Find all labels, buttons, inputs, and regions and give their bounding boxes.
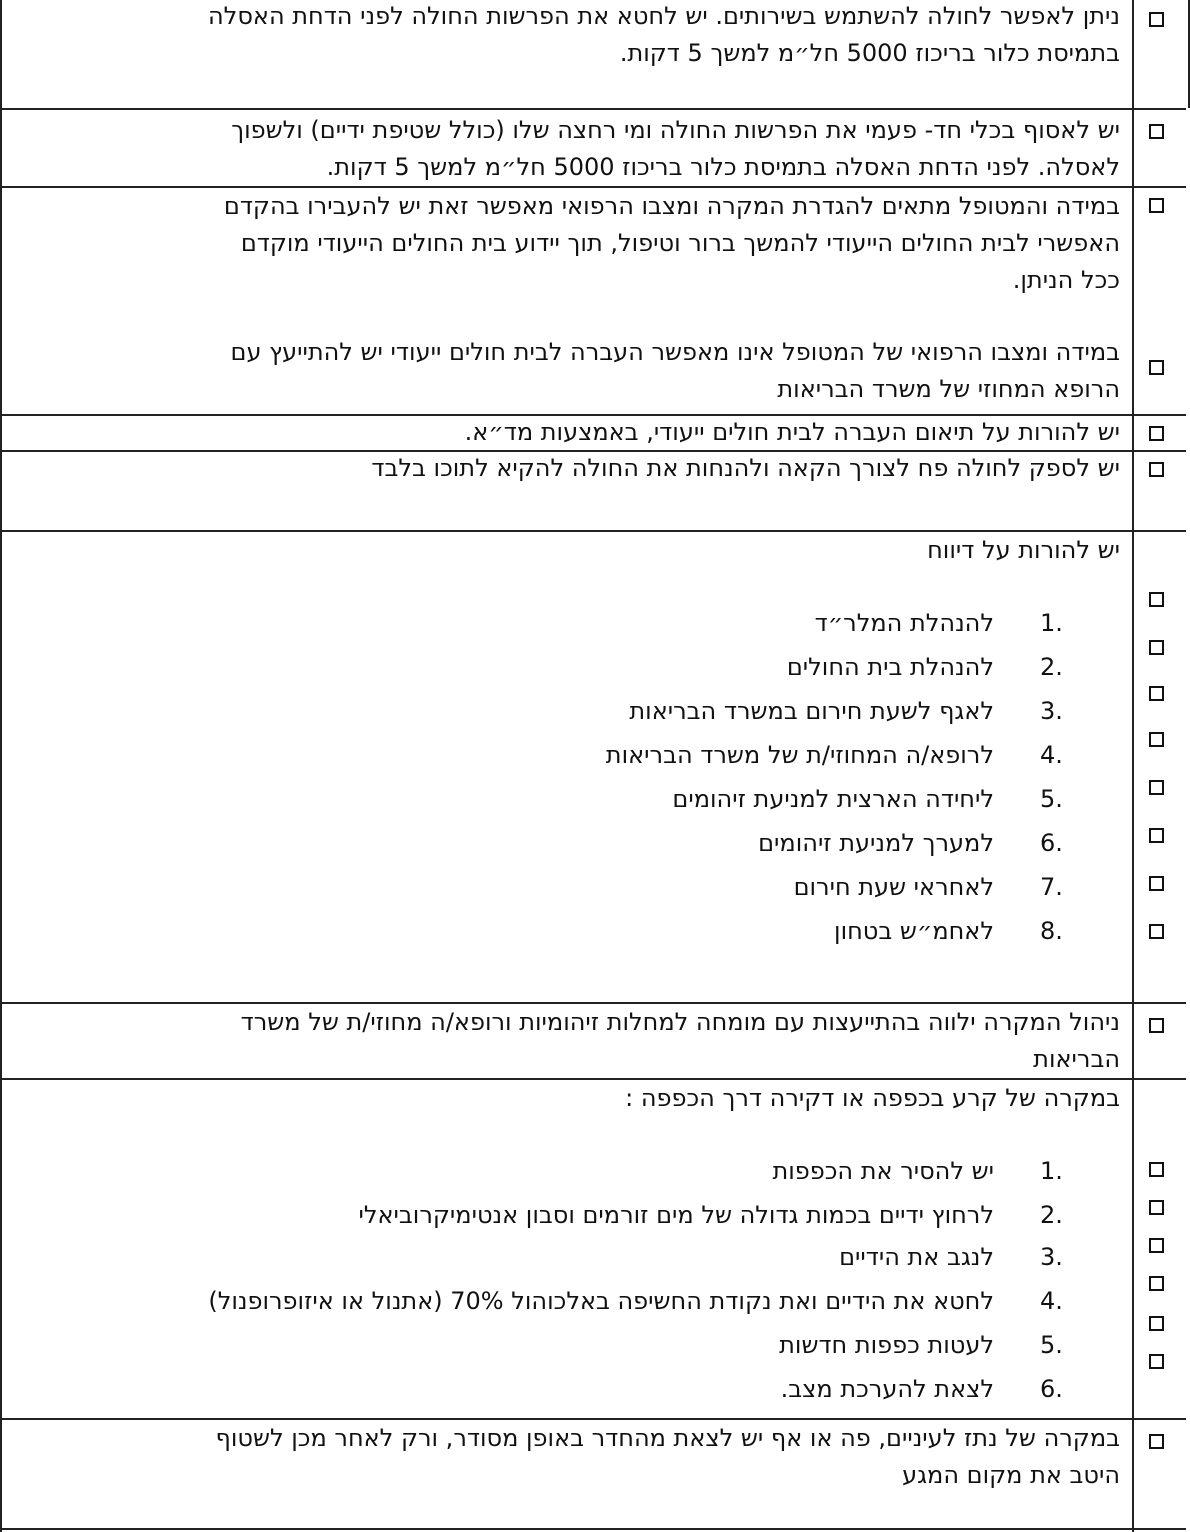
row-text [10,414,1120,451]
list-number: 3. [1040,697,1063,725]
checkbox[interactable] [1149,1434,1164,1449]
list-number: 5. [1040,1331,1063,1359]
list-item [10,1286,1120,1316]
text-line: הבריאות [1033,1045,1120,1073]
item-text: לאחראי שעת חירום [793,873,994,901]
checkbox[interactable] [1149,1200,1164,1215]
checkbox[interactable] [1149,924,1164,939]
checkbox[interactable] [1149,732,1164,747]
item-text: יש להסיר את הכפפות [772,1157,994,1185]
item-text: לעטות כפפות חדשות [779,1331,994,1359]
text-line: יש לספק לחולה פח לצורך הקאה ולהנחות את החולה להקיא לתוכו בלבד [371,454,1120,482]
list-item [10,740,1120,770]
row-mda [0,414,1186,452]
text-line: האפשרי לבית החולים הייעודי להמשך ברור וטיפול, תוך יידוע בית החולים הייעודי מוקדם [240,229,1120,257]
checkbox[interactable] [1149,686,1164,701]
row-splash [0,1418,1186,1530]
row-collect-secretions [0,108,1186,188]
list-item [10,1330,1120,1360]
list-item [10,1374,1120,1404]
text-line: יש לאסוף בכלי חד- פעמי את הפרשות החולה ומי רחצה שלו (כולל שטיפת ידיים) ולשפוך [231,116,1120,144]
row-text [10,450,1120,487]
checkbox[interactable] [1149,876,1164,891]
list-item [10,872,1120,902]
glove-heading [10,1080,1120,1117]
item-text: ליחידה הארצית למניעת זיהומים [672,785,994,813]
item-text: להנהלת המלר״ד [814,609,994,637]
checkbox[interactable] [1149,1018,1164,1033]
list-number: 3. [1040,1243,1063,1271]
item-text: לרחוץ ידיים בכמות גדולה של מים זורמים וסבון אנטימיקרוביאלי [358,1201,994,1229]
list-number: 4. [1040,1287,1063,1315]
list-number: 7. [1040,873,1063,901]
text-line: יש להורות על תיאום העברה לבית חולים ייעודי, באמצעות מד״א. [464,418,1120,446]
text-line: ככל הניתן. [1012,266,1120,294]
checkbox[interactable] [1149,1354,1164,1369]
text-line: יש להורות על דיווח [927,536,1120,564]
text-line: במקרה של נתז לעיניים, פה או אף יש לצאת מהחדר באופן מסודר, ורק לאחר מכן לשטוף [215,1424,1120,1452]
checkbox[interactable] [1149,426,1164,441]
checkbox[interactable] [1149,1162,1164,1177]
checkbox[interactable] [1149,1276,1164,1291]
text-line: הרופא המחוזי של משרד הבריאות [777,375,1120,403]
list-number: 2. [1040,653,1063,681]
item-text: לרופא/ה המחוזי/ת של משרד הבריאות [605,741,994,769]
list-number: 1. [1040,1157,1063,1185]
reporting-heading [10,532,1120,569]
list-number: 6. [1040,829,1063,857]
checkbox[interactable] [1149,640,1164,655]
list-number: 1. [1040,609,1063,637]
checkbox[interactable] [1149,780,1164,795]
list-item [10,784,1120,814]
item-text: למערך למניעת זיהומים [758,829,994,857]
item-text: לנגב את הידיים [839,1243,994,1271]
text-line: במידה ומצבו הרפואי של המטופל אינו מאפשר העברה לבית חולים ייעודי יש להתייעץ עם [230,338,1120,366]
list-number: 8. [1040,917,1063,945]
list-number: 5. [1040,785,1063,813]
row-toilet-use [0,0,1186,106]
list-item [10,1156,1120,1186]
checkbox[interactable] [1149,462,1164,477]
item-text: לחטא את הידיים ואת נקודת החשיפה באלכוהול 70% (אתנול או איזופרופנול) [208,1287,994,1315]
checkbox[interactable] [1149,592,1164,607]
item-text: לצאת להערכת מצב. [780,1375,994,1403]
text-line: במקרה של קרע בכפפה או דקירה דרך הכפפה : [625,1084,1120,1112]
checkbox[interactable] [1149,1238,1164,1253]
text-line: לאסלה. לפני הדחת האסלה בתמיסת כלור בריכוז 5000 חל״מ למשך 5 דקות. [326,153,1120,181]
list-item [10,828,1120,858]
row-text [10,1420,1120,1494]
row-text [10,1004,1120,1078]
row-transfer [0,186,1186,416]
list-item [10,916,1120,946]
row-consult [0,1002,1186,1080]
list-item [10,696,1120,726]
checkbox[interactable] [1149,360,1164,375]
list-item [10,1242,1120,1272]
checkbox[interactable] [1149,12,1164,27]
row-vomit-bin [0,450,1186,532]
row-text [10,334,1120,408]
list-number: 6. [1040,1375,1063,1403]
checkbox[interactable] [1149,124,1164,139]
list-number: 2. [1040,1201,1063,1229]
list-item [10,608,1120,638]
checkbox[interactable] [1149,1316,1164,1331]
row-text [10,188,1120,299]
row-reporting [0,530,1186,1004]
item-text: להנהלת בית החולים [786,653,994,681]
list-item [10,652,1120,682]
checkbox[interactable] [1149,828,1164,843]
text-line: בתמיסת כלור בריכוז 5000 חל״מ למשך 5 דקות. [619,39,1120,67]
text-line: ניהול המקרה ילווה בהתייעצות עם מומחה למחלות זיהומיות ורופא/ה מחוזי/ת של משרד [240,1008,1120,1036]
text-line: ניתן לאפשר לחולה להשתמש בשירותים. יש לחטא את הפרשות החולה לפני הדחת האסלה [208,2,1120,30]
row-text [10,112,1120,186]
list-number: 4. [1040,741,1063,769]
checkbox[interactable] [1149,198,1164,213]
text-line: במידה והמטופל מתאים להגדרת המקרה ומצבו הרפואי מאפשר זאת יש להעבירו בהקדם [223,192,1120,220]
list-item [10,1200,1120,1230]
row-text [10,0,1120,72]
item-text: לאגף לשעת חירום במשרד הבריאות [629,697,994,725]
item-text: לאחמ״ש בטחון [834,917,994,945]
row-glove-tear [0,1078,1186,1420]
text-line: היטב את מקום המגע [902,1461,1120,1489]
